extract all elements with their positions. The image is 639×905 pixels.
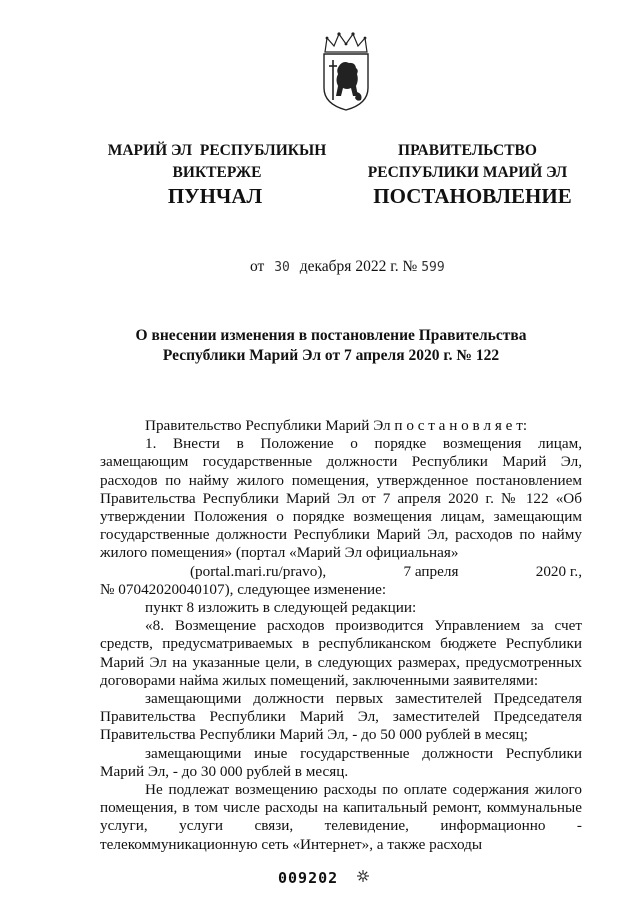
body-paragraph-4: «8. Возмещение расходов производится Управлением за счет средств, предусматриваемых в республиканском бюджете Республики Марий Эл на указанные цели, в следующих размерах, предусмотренных договорами найма жилых помещений, заключенными заявителями: [100, 617, 582, 689]
title-line1: О внесении изменения в постановление Правительства [135, 327, 527, 344]
document-body [100, 417, 582, 854]
body-paragraph-1: Правительство Республики Марий Эл п о с т а н о в л я е т: [145, 417, 528, 434]
header-right-line2: РЕСПУБЛИКИ МАРИЙ ЭЛ [367, 164, 568, 181]
doc-number: 599 [421, 260, 445, 275]
body-paragraph-6: замещающими иные государственные должности Республики Марий Эл, - до 30 000 рублей в месяц. [100, 744, 582, 780]
date-line [250, 258, 445, 276]
date-day: 30 [274, 260, 290, 275]
date-prefix: от [250, 258, 265, 275]
body-paragraph-2: 1. Внести в Положение о порядке возмещения лицам, замещающим государственные должности Республики Марий Эл, расходов по найму жилого помещения, утвержденное постановлением Правительства Республики Марий Эл от 7 апреля 2020 г. № 122 «Об утверждении Положения о порядке возмещения лицам, замещающим государственные должности Республики Марий Эл, расходов по найму жилого помещения» (портал «Марий Эл официальная» [100, 435, 582, 562]
header-right-block [350, 140, 585, 184]
doc-type-mari: ПУНЧАЛ [167, 184, 263, 208]
citation-url: (portal.mari.ru/pravo), [190, 562, 327, 580]
serial-number: 009202 [278, 869, 339, 887]
title-line2: Республики Марий Эл от 7 апреля 2020 г. № 122 [162, 347, 500, 364]
coat-of-arms-emblem [319, 30, 373, 112]
doc-type-russian: ПОСТАНОВЛЕНИЕ [373, 184, 572, 208]
document-title [100, 326, 562, 366]
header-left-block [92, 140, 342, 184]
citation-year: 2020 г., [535, 562, 582, 580]
citation-date: 7 апреля [403, 562, 459, 580]
body-paragraph-7: Не подлежат возмещению расходы по оплате содержания жилого помещения, в том числе расходы на капитальный ремонт, коммунальные услуги, услуги связи, телевидение, информационно - телекоммуникационную сеть «Интернет», а также расходы [100, 781, 582, 853]
header-left-line2: ВИКТЕРЖЕ [172, 164, 262, 181]
header-right-line1: ПРАВИТЕЛЬСТВО [398, 142, 537, 159]
header-left-line1: МАРИЙ ЭЛ РЕСПУБЛИКЫН [107, 142, 327, 159]
body-paragraph-2-tail: № 07042020040107), следующее изменение: [100, 580, 387, 598]
body-paragraph-2-citation [100, 563, 582, 581]
body-paragraph-3: пункт 8 изложить в следующей редакции: [145, 599, 417, 617]
asterisk-stamp-icon [356, 869, 370, 883]
body-paragraph-5: замещающими должности первых заместителей Председателя Правительства Республики Марий Эл, заместителей Председателя Правительства Республики Марий Эл, - до 50 000 рублей в месяц; [100, 690, 582, 744]
date-month-year: декабря 2022 г. № [299, 258, 418, 275]
